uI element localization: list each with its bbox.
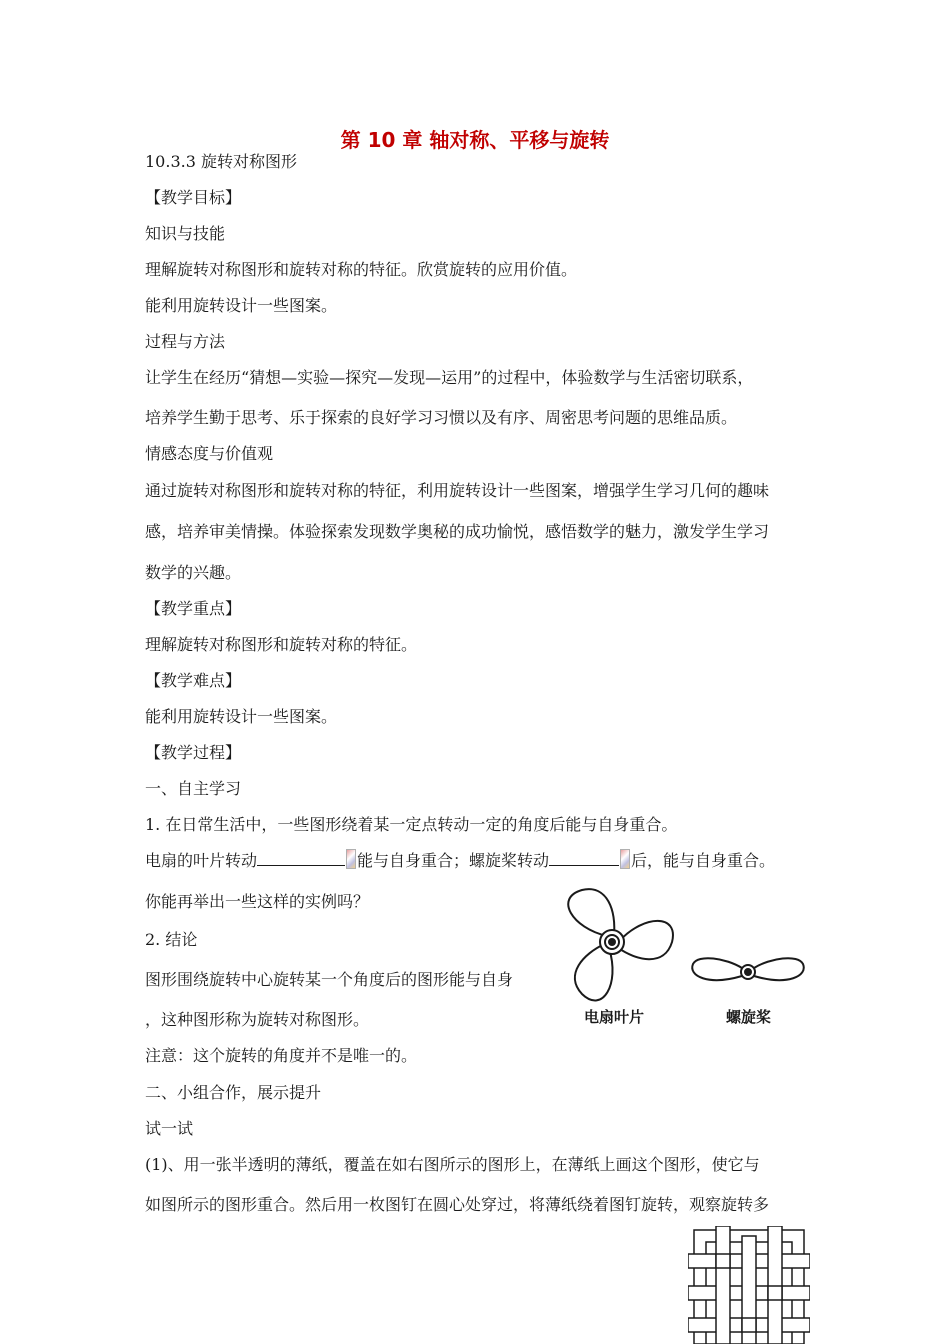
emotion-heading: 情感态度与价值观: [145, 444, 274, 463]
blank-2: [549, 849, 619, 866]
emotion-line-2: 感，培养审美情操。体验探索发现数学奥秘的成功愉悦，感悟数学的魅力，激发学生学习: [145, 522, 770, 541]
page-title: 第 10 章 轴对称、平移与旋转: [340, 128, 610, 152]
knowledge-line-1: 理解旋转对称图形和旋转对称的特征。欣赏旋转的应用价值。: [145, 260, 578, 279]
key-heading: 【教学重点】: [145, 599, 242, 618]
fan-caption: 电扇叶片: [584, 1008, 645, 1026]
key-line-1: 理解旋转对称图形和旋转对称的特征。: [145, 635, 418, 654]
process-line-2: 培养学生勤于思考、乐于探索的良好学习习惯以及有序、周密思考问题的思维品质。: [145, 408, 738, 427]
item-1: 1. 在日常生活中，一些图形绕着某一定点转动一定的角度后能与自身重合。: [145, 815, 678, 834]
difficult-line-1: 能利用旋转设计一些图案。: [145, 707, 338, 726]
fill-blank-line: [145, 849, 775, 871]
objectives-heading: 【教学目标】: [145, 188, 242, 207]
self-study-heading: 一、自主学习: [145, 779, 242, 798]
difficult-heading: 【教学难点】: [145, 671, 242, 690]
emotion-line-1: 通过旋转对称图形和旋转对称的特征，利用旋转设计一些图案，增强学生学习几何的趣味: [145, 481, 770, 500]
emotion-line-3: 数学的兴趣。: [145, 563, 242, 582]
fan-blades-figure: [555, 888, 675, 1008]
image-mark: [346, 849, 356, 869]
section-heading: 10.3.3 旋转对称图形: [145, 152, 297, 171]
conclusion-heading: 2. 结论: [145, 930, 198, 949]
conclusion-line-2: ，这种图形称为旋转对称图形。: [145, 1010, 370, 1029]
fill-text-c: 后，能与自身重合。: [631, 851, 776, 870]
process-heading: 过程与方法: [145, 332, 226, 351]
knowledge-line-2: 能利用旋转设计一些图案。: [145, 296, 338, 315]
teaching-process-heading: 【教学过程】: [145, 743, 242, 762]
knowledge-heading: 知识与技能: [145, 224, 226, 243]
image-mark: [620, 849, 630, 869]
woven-pattern-figure: [688, 1226, 810, 1344]
try-line-1: (1)、用一张半透明的薄纸，覆盖在如右图所示的图形上，在薄纸上画这个图形，使它与: [145, 1155, 760, 1174]
fill-text-b: 能与自身重合；螺旋桨转动: [357, 851, 550, 870]
try-heading: 试一试: [145, 1119, 194, 1138]
question-line: 你能再举出一些这样的实例吗？: [145, 892, 370, 911]
group-heading: 二、小组合作，展示提升: [145, 1083, 322, 1102]
note-line: 注意：这个旋转的角度并不是唯一的。: [145, 1046, 418, 1065]
conclusion-line-1: 图形围绕旋转中心旋转某一个角度后的图形能与自身: [145, 970, 514, 989]
blank-1: [257, 849, 345, 866]
propeller-figure: [688, 950, 808, 996]
propeller-caption: 螺旋桨: [726, 1008, 772, 1026]
process-line-1: 让学生在经历“猜想—实验—探究—发现—运用”的过程中，体验数学与生活密切联系，: [145, 368, 754, 387]
try-line-2: 如图所示的图形重合。然后用一枚图钉在圆心处穿过，将薄纸绕着图钉旋转，观察旋转多: [145, 1195, 770, 1214]
fill-text-a: 电扇的叶片转动: [145, 851, 258, 870]
